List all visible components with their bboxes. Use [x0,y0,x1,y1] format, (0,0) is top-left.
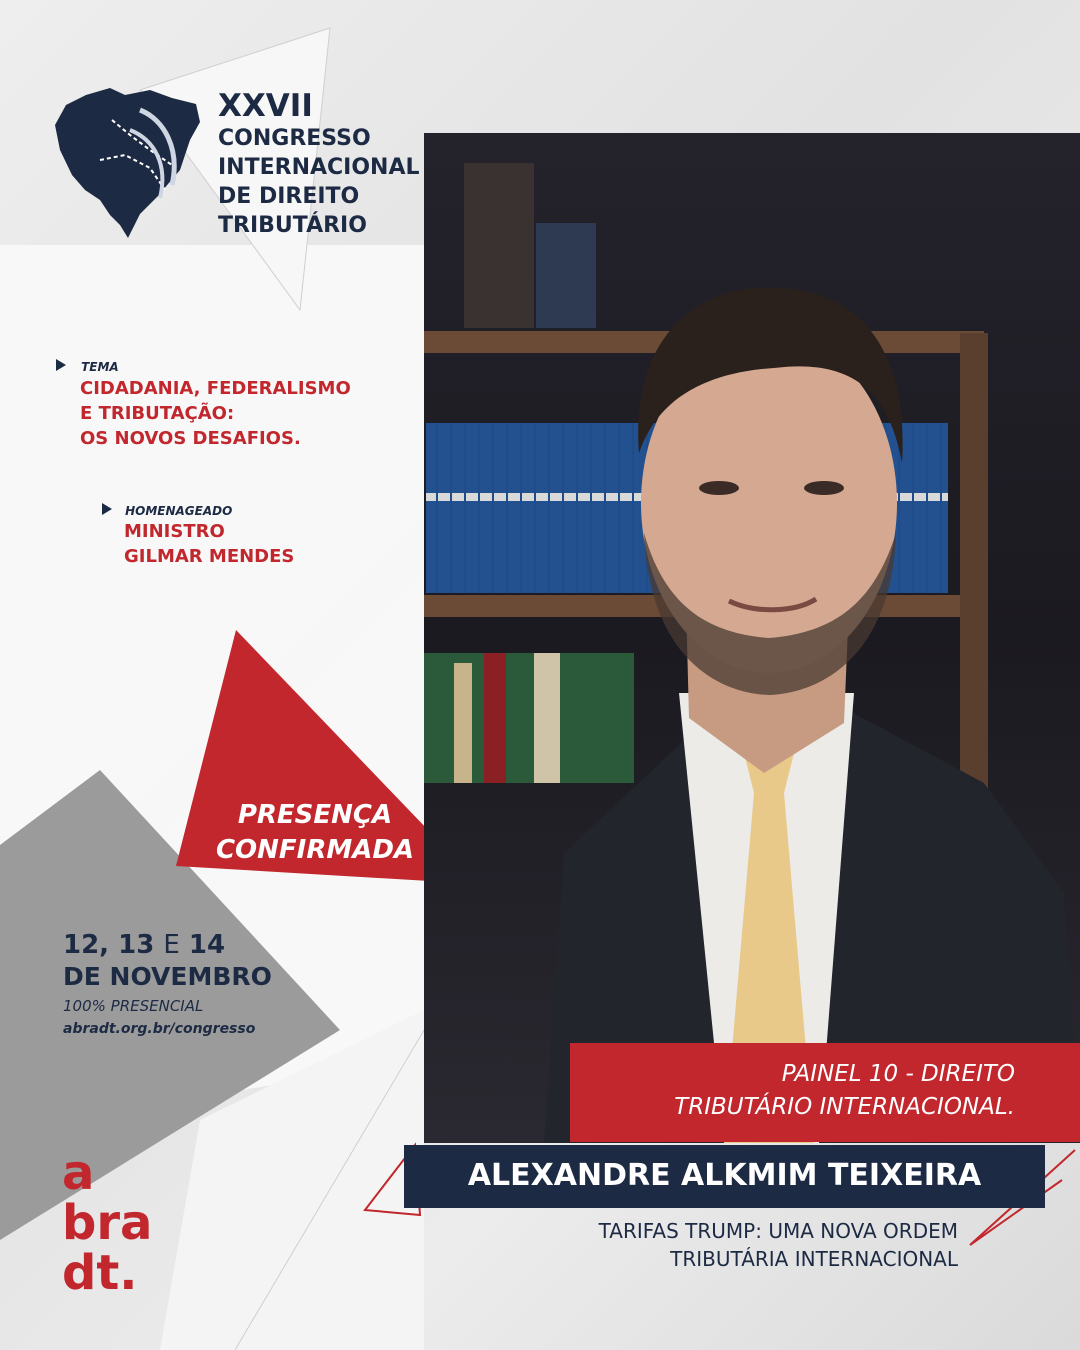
status-line: PRESENÇA [237,800,393,830]
play-bullet-icon [56,359,66,371]
theme-line: E TRIBUTAÇÃO: [80,403,235,424]
play-bullet-icon [102,503,112,515]
eye [804,481,844,495]
event-title-line: DE DIREITO [218,184,360,209]
status-line: CONFIRMADA [215,835,415,865]
panel-title [600,1058,1015,1124]
theme-text [80,376,351,451]
event-month: DE NOVEMBRO [63,962,272,991]
theme-label: TEMA [81,360,119,374]
event-format: 100% PRESENCIAL [63,997,204,1015]
honoree-line: MINISTRO [124,521,225,542]
status-text [212,798,418,868]
theme-label-row [56,356,119,375]
panel-line: PAINEL 10 - DIREITO [781,1061,1015,1087]
speaker-photo [424,133,1080,1143]
event-days-connector: E [163,930,180,960]
talk-title [510,1217,958,1273]
talk-title-line: TRIBUTÁRIA INTERNACIONAL [670,1247,958,1271]
event-days-part1: 12, 13 [63,930,155,960]
honoree-label-row [102,500,232,519]
logo-line: a [62,1145,95,1201]
event-title-line: INTERNACIONAL [218,155,420,180]
event-dates [63,930,272,1037]
eye [699,481,739,495]
event-edition: XXVII [218,88,313,124]
event-title-line: TRIBUTÁRIO [218,213,367,238]
honoree-label: HOMENAGEADO [125,504,233,518]
logo-line: dt. [62,1245,138,1301]
bookshelf-side [960,333,988,793]
honoree-text [124,519,294,569]
event-days-part2: 14 [188,930,226,960]
honoree-line: GILMAR MENDES [124,546,295,567]
talk-title-line: TARIFAS TRUMP: UMA NOVA ORDEM [598,1219,958,1243]
event-url: abradt.org.br/congresso [63,1021,256,1037]
book-row-bottom [424,653,634,783]
panel-line: TRIBUTÁRIO INTERNACIONAL. [674,1094,1015,1120]
brazil-map-logo [0,0,220,250]
logo-line: bra [62,1195,153,1251]
brazil-map-icon [55,88,200,238]
abradt-logo [62,1145,153,1301]
event-days [63,930,272,960]
speaker-portrait-illustration [424,133,1080,1143]
event-title-line: CONGRESSO [218,126,371,151]
theme-line: OS NOVOS DESAFIOS. [80,428,301,449]
event-title [218,88,420,240]
theme-line: CIDADANIA, FEDERALISMO [80,378,351,399]
speaker-name: ALEXANDRE ALKMIM TEIXEIRA [467,1158,982,1193]
book-stack-top [464,163,596,328]
